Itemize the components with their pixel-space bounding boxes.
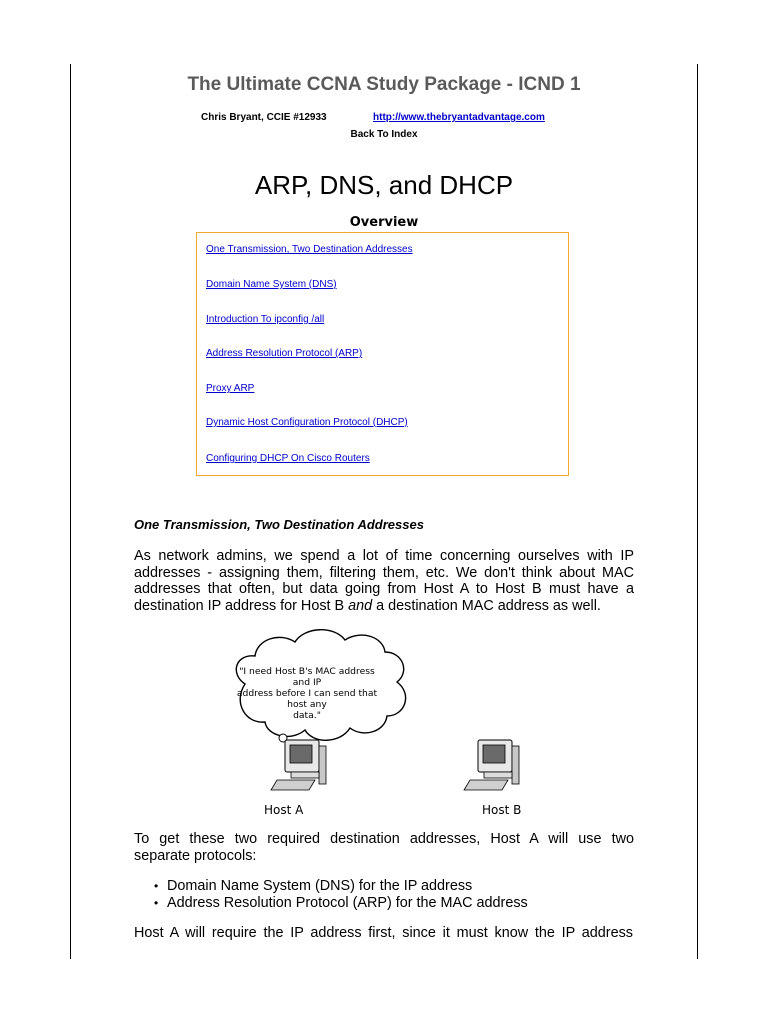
closing-paragraph-line: Host A will require the IP address first, since it must know the IP address (134, 925, 633, 941)
paragraph-line: separate protocols: (134, 847, 257, 864)
paragraph-line: As network admins, we spend a lot of time concerning ourselves with IP (134, 548, 634, 564)
toc-link-dhcp[interactable]: Dynamic Host Configuration Protocol (DHCP) (206, 417, 408, 428)
protocol-bullet-list (154, 878, 528, 911)
overview-heading: Overview (349, 215, 419, 230)
page-title: ARP, DNS, and DHCP (254, 170, 514, 200)
list-item: • Domain Name System (DNS) for the IP address (154, 878, 528, 895)
paragraph-line: To get these two required destination addresses, Host A will use two (134, 831, 634, 847)
toc-link-dns[interactable]: Domain Name System (DNS) (206, 279, 337, 290)
overview-toc-box (196, 232, 569, 476)
host-a-label: Host A (264, 803, 304, 817)
paragraph-line: addresses - assigning them, filtering them, etc. We don't think about MAC (134, 564, 634, 581)
back-to-index-link[interactable]: Back To Index (350, 129, 418, 140)
section-heading: One Transmission, Two Destination Addresses (134, 517, 424, 532)
host-b-computer-icon (464, 740, 519, 790)
toc-link-one-transmission[interactable]: One Transmission, Two Destination Addresses (206, 244, 413, 255)
paragraph-line (134, 598, 634, 615)
paragraph-line: addresses that often, but data going from Host A to Host B must have a (134, 581, 634, 597)
list-item: • Address Resolution Protocol (ARP) for the MAC address (154, 895, 528, 912)
protocols-paragraph (134, 831, 634, 864)
cloud-quote-line: address before I can send that host any (236, 688, 378, 710)
website-link[interactable]: http://www.thebryantadvantage.com (373, 112, 545, 123)
toc-link-arp[interactable]: Address Resolution Protocol (ARP) (206, 348, 363, 359)
toc-link-ipconfig[interactable]: Introduction To ipconfig /all (206, 314, 325, 325)
emphasis-and: and (348, 597, 373, 614)
cloud-quote (235, 666, 379, 721)
text-run: destination IP address for Host B (134, 597, 349, 614)
toc-link-proxy-arp[interactable]: Proxy ARP (206, 383, 255, 394)
network-diagram-graphic (225, 624, 555, 820)
package-title: The Ultimate CCNA Study Package - ICND 1 (187, 74, 581, 95)
host-b-label: Host B (482, 803, 522, 817)
arp-diagram (225, 624, 555, 820)
host-a-computer-icon (271, 740, 326, 790)
author-byline: Chris Bryant, CCIE #12933 (201, 112, 327, 123)
toc-link-dhcp-cisco[interactable]: Configuring DHCP On Cisco Routers (206, 453, 370, 464)
intro-paragraph (134, 548, 634, 614)
text-run: a destination MAC address as well. (372, 597, 601, 614)
cloud-quote-line: data." (293, 710, 321, 721)
cloud-quote-line: "I need Host B's MAC address and IP (239, 666, 375, 688)
